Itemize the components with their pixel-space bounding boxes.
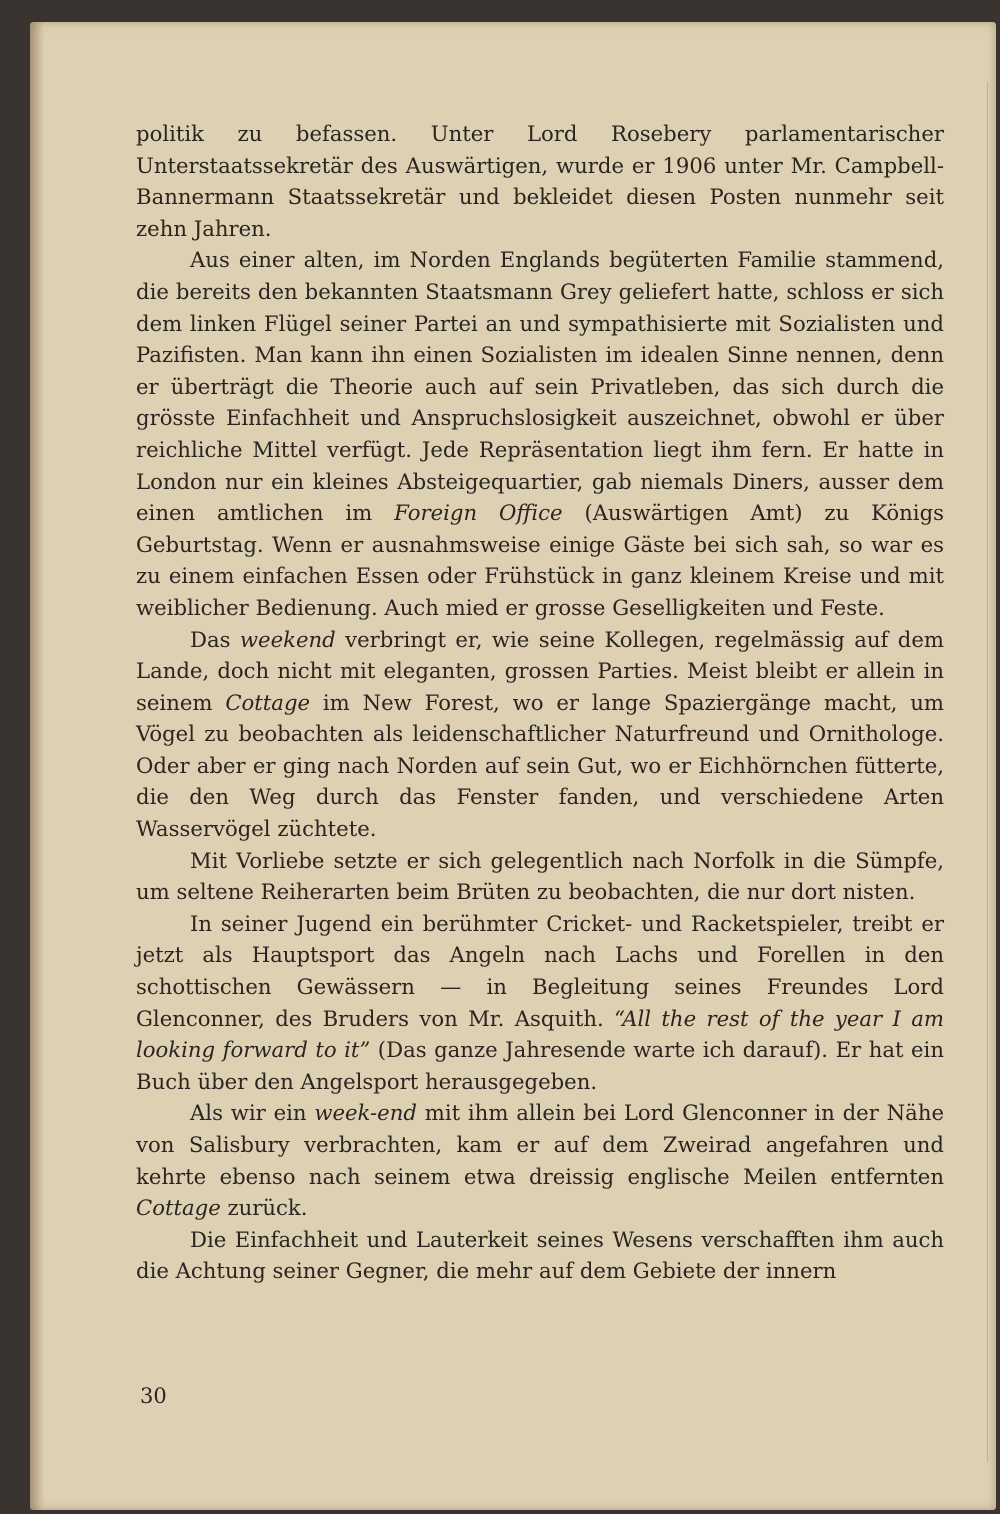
italic-run: Cottage bbox=[136, 1195, 221, 1221]
paragraph bbox=[136, 1224, 944, 1287]
text-run: Die Einfachheit und Lauterkeit seines Wesens verschafften ihm auch die Achtung seiner Gegner, die mehr auf dem Gebiete der innern bbox=[136, 1226, 944, 1284]
paragraph bbox=[136, 244, 944, 623]
page-number: 30 bbox=[140, 1384, 167, 1408]
text-run: (Das ganze Jahresende warte ich darauf). Er hat ein Buch über den Angelsport herausgegeben. bbox=[136, 1037, 944, 1094]
paragraph bbox=[136, 845, 944, 908]
gutter-shadow bbox=[30, 22, 44, 1510]
italic-run: weekend bbox=[239, 626, 336, 652]
text-run: Aus einer alten, im Norden Englands begüterten Familie stammend, die bereits den bekannten Staatsmann Grey geliefert hatte, schloss er sich dem linken Flügel seiner Partei an und sympathisierte mit Sozialisten und Pazifisten. Man kann ihn einen Sozialisten im idealen Sinne nennen, denn er überträgt die Theorie auch auf sein Privatleben, das sich durch die grösste Einfachheit und Anspruchslosigkeit auszeichnet, obwohl er über reichliche Mittel verfügt. Jede Repräsentation liegt ihm fern. Er hatte in London nur ein kleines Absteigequartier, gab niemals Diners, ausser dem einen amtlichen im bbox=[136, 247, 944, 526]
page-edge-line bbox=[987, 82, 988, 1462]
italic-run: week-end bbox=[314, 1100, 417, 1126]
book-page bbox=[30, 22, 996, 1510]
text-run: In seiner Jugend ein berühmter Cricket- und Racketspieler, treibt er jetzt als Hauptsport das Angeln nach Lachs und Forellen in den schottischen Gewässern — in Begleitung seines Freundes Lord Glenconner, des Bruders von Mr. Asquith. bbox=[136, 910, 944, 1031]
paragraph bbox=[136, 1097, 944, 1223]
text-run: zurück. bbox=[220, 1195, 308, 1221]
paragraph bbox=[136, 908, 944, 1098]
text-run: (Auswärtigen Amt) zu Königs Geburtstag. Wenn er ausnahmsweise einige Gäste bei sich sah, so war es zu einem einfachen Essen oder Frühstück in ganz kleinem Kreise und mit weiblicher Bedienung. Auch mied er grosse Geselligkeiten und Feste. bbox=[136, 500, 945, 620]
text-run: Das bbox=[190, 626, 240, 652]
text-run: Als wir ein bbox=[190, 1100, 315, 1126]
text-run: Mit Vorliebe setzte er sich gelegentlich nach Norfolk in die Sümpfe, um seltene Reiherarten beim Brüten zu beobachten, die nur dort nisten. bbox=[136, 847, 944, 905]
text-run: mit ihm allein bei Lord Glenconner in der Nähe von Salisbury verbrachten, kam er auf dem Zweirad angefahren und kehrte ebenso nach seinem etwa dreissig englische Meilen entfernten bbox=[136, 1100, 944, 1189]
paragraph bbox=[136, 624, 944, 845]
text-run: im New Forest, wo er lange Spaziergänge macht, um Vögel zu beobachten als leidenschaftlicher Naturfreund und Ornithologe. Oder aber er ging nach Norden auf sein Gut, wo er Eichhörnchen fütterte, die den Weg durch das Fenster fanden, und verschiedene Arten Wasservögel züchtete. bbox=[136, 689, 944, 842]
text-run: verbringt er, wie seine Kollegen, regelmässig auf dem Lande, doch nicht mit eleganten, grossen Parties. Meist bleibt er allein in seinem bbox=[136, 626, 944, 715]
italic-run: “All the rest of the year I am looking forward to it” bbox=[136, 1005, 944, 1063]
italic-run: Cottage bbox=[225, 689, 311, 715]
paragraph bbox=[136, 118, 944, 244]
body-text bbox=[136, 118, 944, 1287]
text-run: politik zu befassen. Unter Lord Rosebery parlamentarischer Unterstaatssekretär des Auswärtigen, wurde er 1906 unter Mr. Campbell-Bannermann Staatssekretär und bekleidet diesen Posten nunmehr seit zehn Jahren. bbox=[136, 121, 944, 241]
italic-run: Foreign Office bbox=[394, 500, 563, 526]
